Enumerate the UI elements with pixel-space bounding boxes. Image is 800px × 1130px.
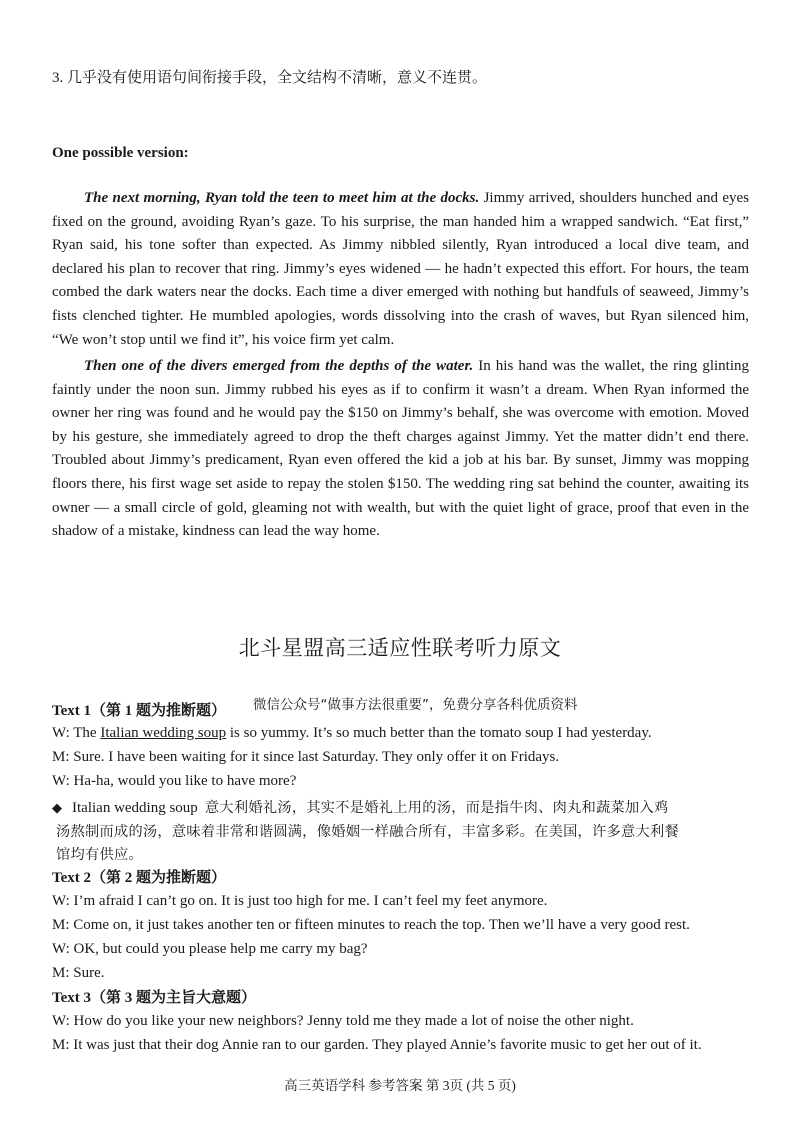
intro-item: 3. 几乎没有使用语句间衔接手段，全文结构不清晰，意义不连贯。 <box>52 70 488 86</box>
text1-heading: Text 1（第 1 题为推断题） <box>52 703 227 719</box>
dialogue-line: M: Sure. <box>52 965 105 981</box>
dialogue-line: W: OK, but could you please help me carry my bag? <box>52 941 368 957</box>
dialogue-line: M: It was just that their dog Annie ran to our garden. They played Annie’s favorite music to get her out of it. <box>52 1037 702 1053</box>
dialogue-line: W: How do you like your new neighbors? Jenny told me they made a lot of noise the other night. <box>52 1013 634 1029</box>
text2-heading: Text 2（第 2 题为推断题） <box>52 870 227 886</box>
essay-paragraph-1 <box>52 187 749 352</box>
paragraph-lead-sentence: Then one of the divers emerged from the depths of the water. <box>84 358 474 374</box>
dialogue-line: W: The Italian wedding soup is so yummy. It’s so much better than the tomato soup I had yesterday. <box>52 725 652 741</box>
dialogue-line: W: I’m afraid I can’t go on. It is just too high for me. I can’t feel my feet anymore. <box>52 893 548 909</box>
note-text: 汤熬制而成的汤，意味着非常和谐圆满，像婚姻一样融合所有，丰富多彩。在美国，许多意大利餐 <box>56 823 679 840</box>
essay-paragraph-2 <box>52 355 749 544</box>
paragraph-body: In his hand was the wallet, the ring glinting faintly under the noon sun. Jimmy rubbed his eyes as if to confirm it wasn’t a dream. When Ryan informed the owner her ring was found and he would pay the $150 on Jimmy’s behalf, she was overcome with emotion. Moved by his gesture, she immediately agreed to drop the theft charges against Jimmy. Yet the matter didn’t end there. Troubled about Jimmy’s predicament, Ryan even offered the kid a job at his bar. By sunset, Jimmy was mopping floors there, his first wage set aside to repay the stolen $150. The wedding ring sat behind the counter, awaiting its owner — a small circle of gold, gleaming not with wealth, but with the quiet light of grace, proof that even in the shadow of a mistake, kindness can lead the way home. <box>52 358 749 540</box>
note-text: 馆均有供应。 <box>56 847 143 863</box>
version-heading: One possible version: <box>52 145 189 161</box>
watermark-note: 微信公众号“做事方法很重要”，免费分享各科优质资料 <box>253 697 578 713</box>
dialogue-line: W: Ha-ha, would you like to have more? <box>52 773 297 789</box>
section-title: 北斗星盟高三适应性联考听力原文 <box>238 636 562 660</box>
note-term: Italian wedding soup <box>72 800 198 816</box>
vocabulary-note <box>52 796 752 868</box>
paragraph-lead-sentence: The next morning, Ryan told the teen to meet him at the docks. <box>84 190 480 206</box>
paragraph-body: Jimmy arrived, shoulders hunched and eyes fixed on the ground, avoiding Ryan’s gaze. To his surprise, the man handed him a wrapped sandwich. “Eat first,” Ryan said, his tone softer than expected. As Jimmy nibbled silently, Ryan introduced a local dive team, and declared his plan to recover that ring. Jimmy’s eyes widened — he hadn’t expected this effort. For hours, the team combed the dark waters near the docks. Each time a diver emerged with nothing but handfuls of seaweed, Jimmy’s fists clenched tighter. He mumbled apologies, words dissolving into the crash of waves, but Ryan silenced him, “We won’t stop until we find it”, his voice firm yet calm. <box>52 190 749 348</box>
dialogue-line: M: Sure. I have been waiting for it since last Saturday. They only offer it on Fridays. <box>52 749 560 765</box>
dialogue-line: M: Come on, it just takes another ten or fifteen minutes to reach the top. Then we’ll have a very good rest. <box>52 917 690 933</box>
underlined-term: Italian wedding soup <box>100 725 227 741</box>
page-footer: 高三英语学科 参考答案 第 3页 (共 5 页) <box>284 1078 516 1093</box>
text3-heading: Text 3（第 3 题为主旨大意题） <box>52 990 257 1006</box>
note-text: 意大利婚礼汤，其实不是婚礼上用的汤，而是指牛肉、肉丸和蔬菜加入鸡 <box>204 800 669 816</box>
diamond-bullet-icon: ◆ <box>52 800 62 815</box>
